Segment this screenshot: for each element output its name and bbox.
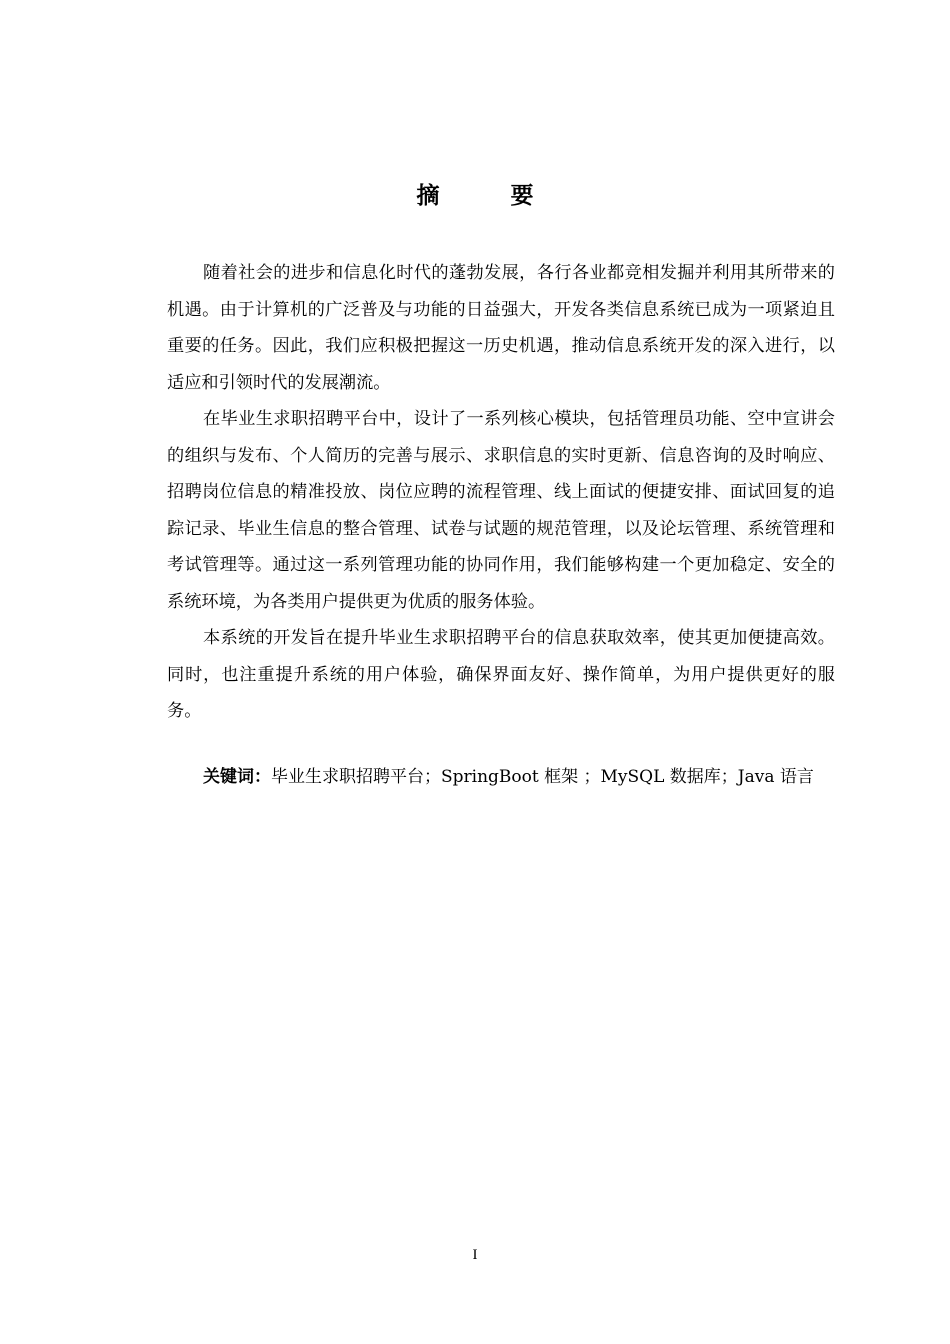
keywords-line [167,760,835,794]
keywords-text: 毕业生求职招聘平台；SpringBoot 框架 ；MySQL 数据库；Java 语言 [271,767,814,787]
abstract-paragraph-1: 随着社会的进步和信息化时代的蓬勃发展，各行各业都竞相发掘并利用其所带来的机遇。由于计算机的广泛普及与功能的日益强大，开发各类信息系统已成为一项紧迫且重要的任务。因此，我们应积极把握这一历史机遇，推动信息系统开发的深入进行，以适应和引领时代的发展潮流。 [167,263,835,393]
abstract-paragraph-2: 在毕业生求职招聘平台中，设计了一系列核心模块，包括管理员功能、空中宣讲会的组织与发布、个人简历的完善与展示、求职信息的实时更新、信息咨询的及时响应、招聘岗位信息的精准投放、岗位应聘的流程管理、线上面试的便捷安排、面试回复的追踪记录、毕业生信息的整合管理、试卷与试题的规范管理，以及论坛管理、系统管理和考试管理等。通过这一系列管理功能的协同作用，我们能够构建一个更加稳定、安全的系统环境，为各类用户提供更为优质的服务体验。 [167,409,835,612]
page-number: I [472,1247,478,1263]
abstract-title: 摘 要 [416,183,558,209]
abstract-paragraph-3: 本系统的开发旨在提升毕业生求职招聘平台的信息获取效率，使其更加便捷高效。同时，也注重提升系统的用户体验，确保界面友好、操作简单，为用户提供更好的服务。 [167,628,835,721]
keywords-label: 关键词： [203,767,271,787]
abstract-body [167,255,835,730]
